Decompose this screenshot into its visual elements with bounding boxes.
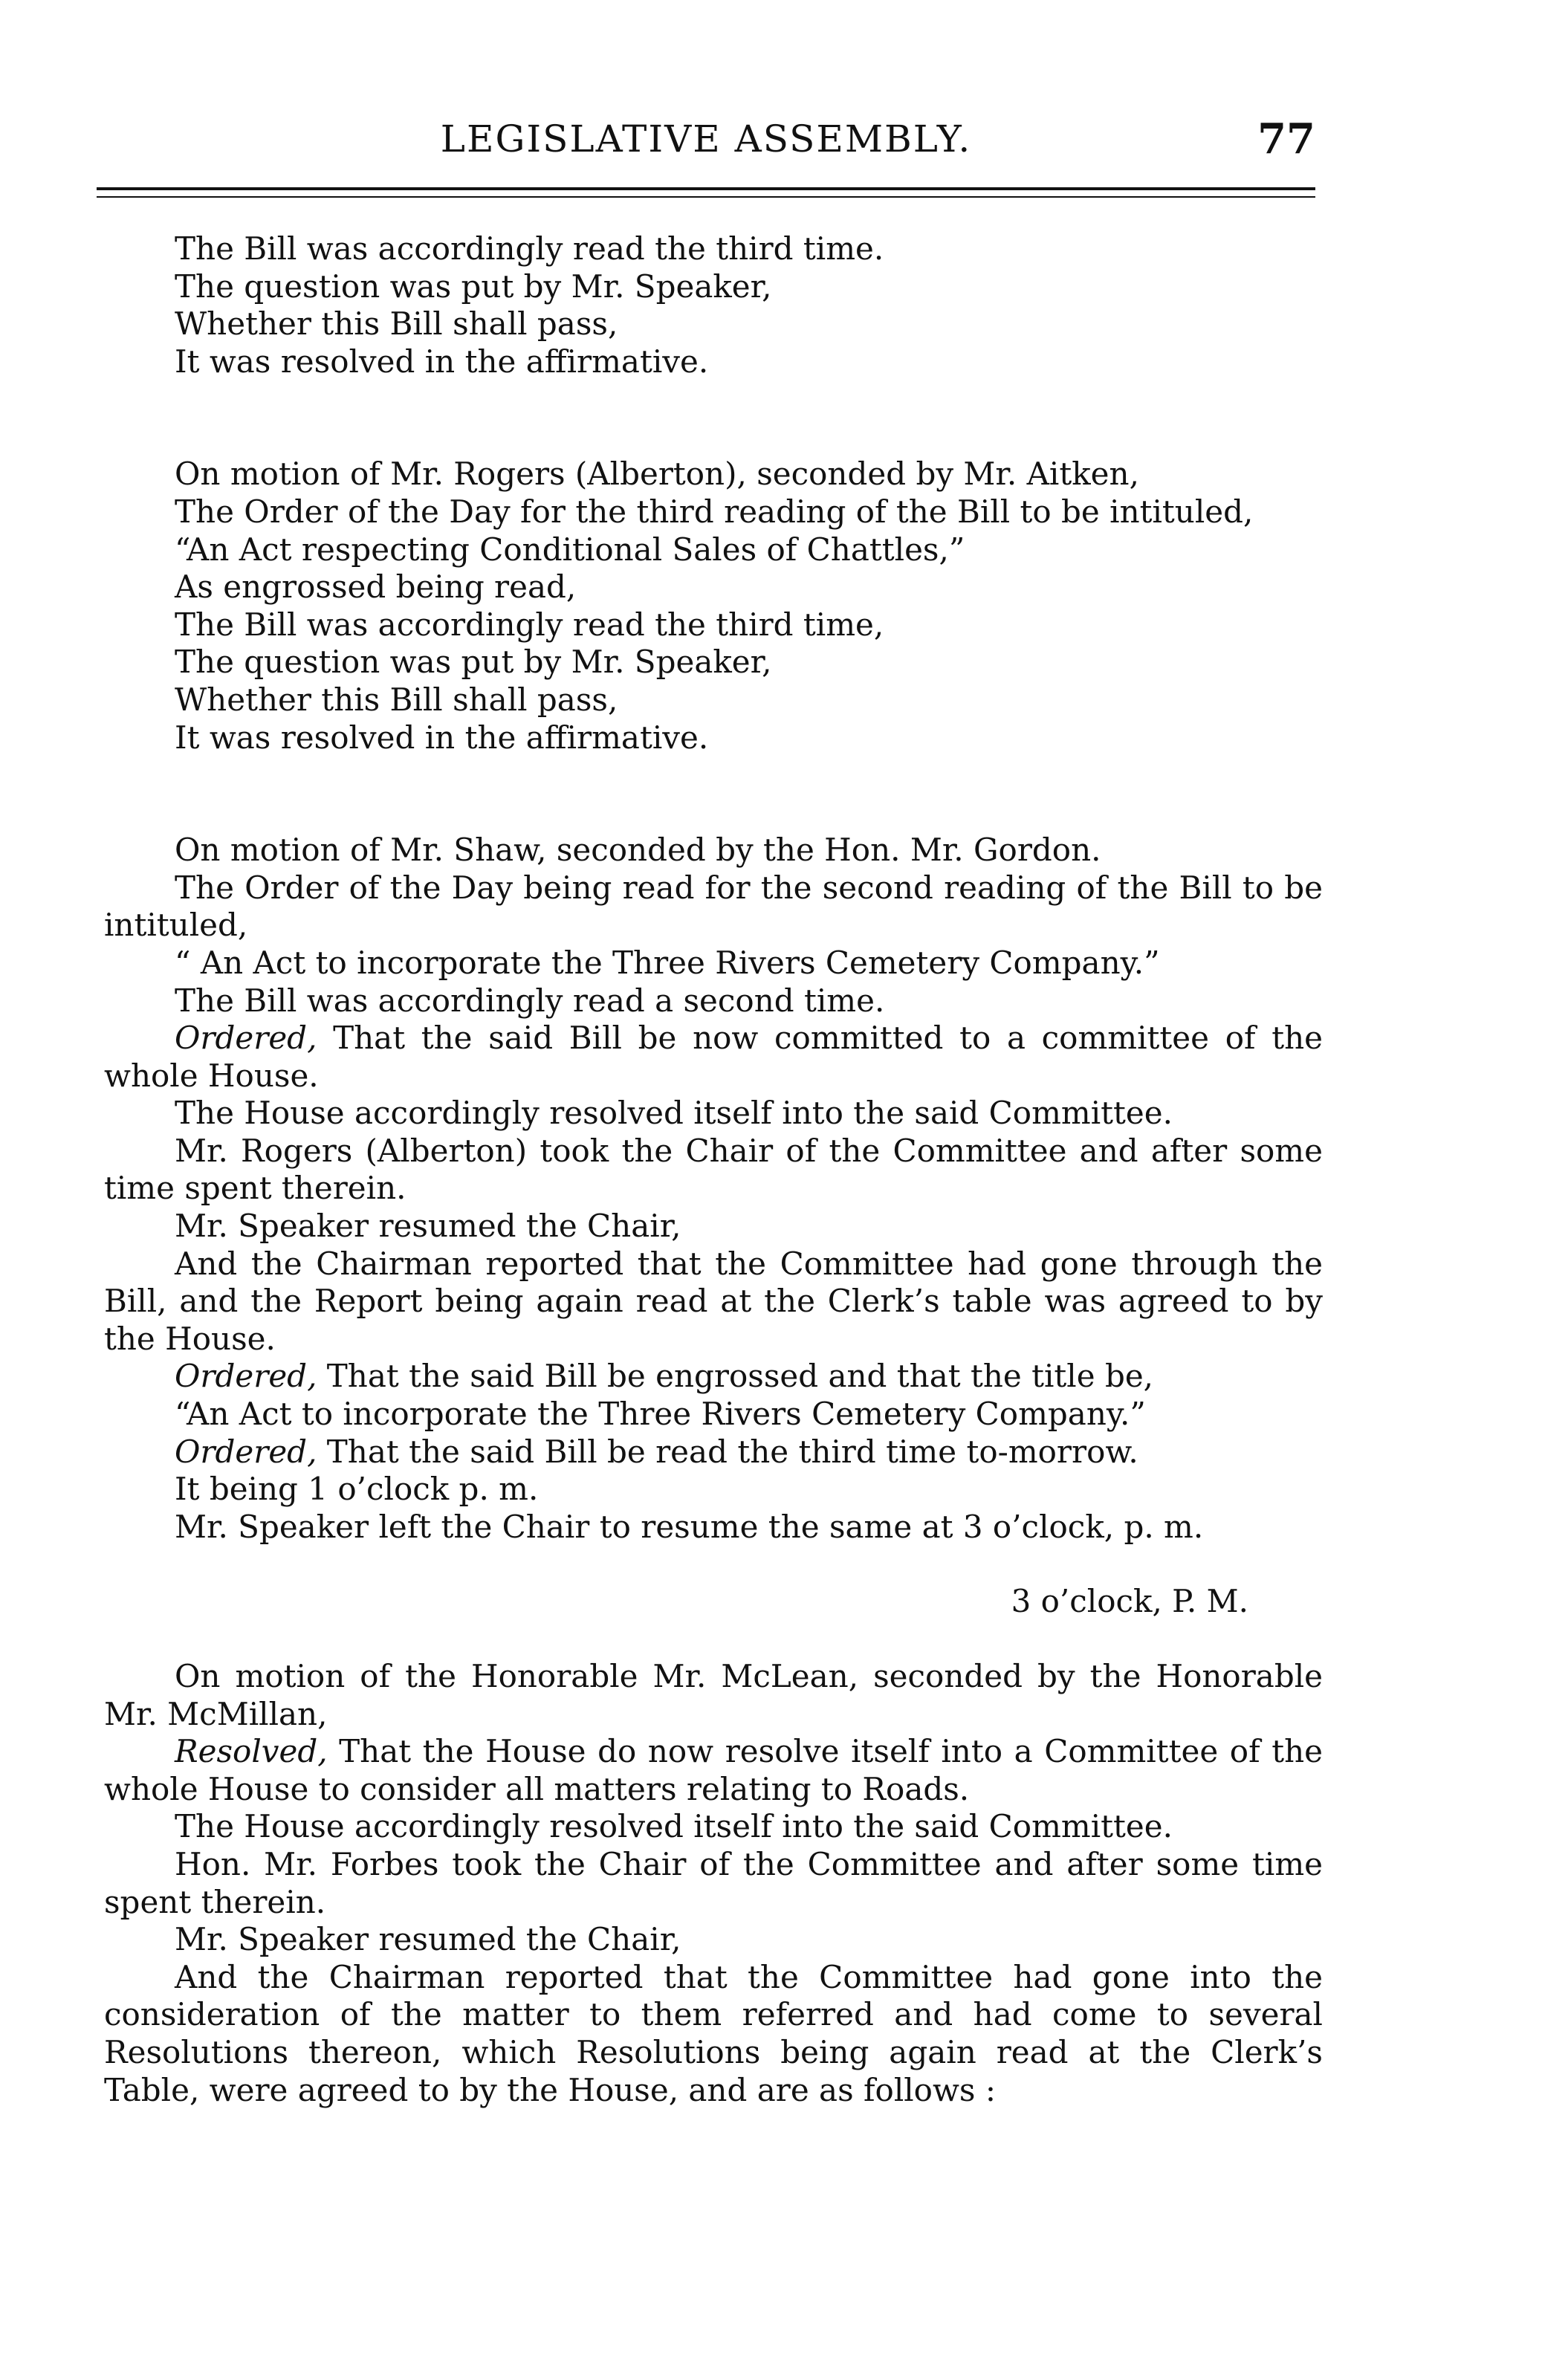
paragraph: As engrossed being read, — [175, 568, 577, 606]
paragraph: It being 1 o’clock p. m. — [175, 1471, 539, 1508]
ordered-label: Ordered, — [175, 1020, 317, 1057]
resolved-text: That the House do now resolve itself into a Committee of the whole House to consider all matters relating to Roads. — [104, 1733, 1323, 1807]
ordered-paragraph — [104, 1020, 1323, 1095]
paragraph: The Bill was accordingly read a second time. — [175, 982, 885, 1019]
ordered-text: That the said Bill be engrossed and that the title be, — [317, 1358, 1154, 1395]
motion-paragraph: On motion of Mr. Shaw, seconded by the Hon. Mr. Gordon. — [175, 832, 1101, 869]
document-body — [104, 230, 1323, 2109]
motion-paragraph: On motion of the Honorable Mr. McLean, seconded by the Honorable Mr. McMillan, — [104, 1658, 1323, 1732]
running-title: LEGISLATIVE ASSEMBLY. — [440, 117, 972, 161]
page-number: 77 — [1257, 114, 1315, 163]
order-paragraph: The Order of the Day being read for the second reading of the Bill to be intituled, — [104, 869, 1323, 944]
page-header — [97, 111, 1315, 163]
resolved-label: Resolved, — [175, 1733, 328, 1770]
paragraph: Mr. Rogers (Alberton) took the Chair of the Committee and after some time spent therein. — [104, 1132, 1323, 1207]
paragraph: It was resolved in the affirmative. — [175, 719, 709, 756]
paragraph: Whether this Bill shall pass, — [175, 681, 618, 718]
paragraph: The question was put by Mr. Speaker, — [175, 268, 772, 305]
ordered-paragraph — [104, 1358, 1323, 1396]
paragraph: And the Chairman reported that the Committee had gone into the consideration of the matter to them referred and had come to several Resolutions thereon, which Resolutions being again read at the Clerk’s Table, were agreed to by the House, and are as follows : — [104, 1958, 1323, 2108]
section-gap — [104, 1621, 1323, 1658]
paragraph: Mr. Speaker left the Chair to resume the same at 3 o’clock, p. m. — [175, 1508, 1204, 1545]
ordered-text: That the said Bill be read the third time to-morrow. — [317, 1433, 1138, 1470]
paragraph: The House accordingly resolved itself into the said Committee. — [175, 1808, 1173, 1845]
header-rule — [97, 187, 1315, 190]
paragraph: It was resolved in the affirmative. — [175, 343, 709, 380]
section-gap — [104, 757, 1323, 832]
resolved-paragraph — [104, 1733, 1323, 1808]
act-title: “An Act respecting Conditional Sales of Chattles,” — [175, 531, 965, 568]
act-title: “An Act to incorporate the Three Rivers Cemetery Company.” — [175, 1396, 1146, 1433]
paragraph: Whether this Bill shall pass, — [175, 305, 618, 343]
paragraph: Mr. Speaker resumed the Chair, — [175, 1208, 681, 1245]
paragraph: Mr. Speaker resumed the Chair, — [175, 1921, 681, 1958]
paragraph: The question was put by Mr. Speaker, — [175, 644, 772, 681]
act-title: “ An Act to incorporate the Three Rivers Cemetery Company.” — [175, 944, 1160, 981]
section-gap — [104, 1546, 1323, 1583]
paragraph: Hon. Mr. Forbes took the Chair of the Committee and after some time spent therein. — [104, 1845, 1323, 1920]
paragraph: The Bill was accordingly read the third time, — [175, 606, 884, 643]
ordered-paragraph — [104, 1434, 1323, 1471]
header-rule-thin — [97, 196, 1315, 198]
paragraph: The House accordingly resolved itself into the said Committee. — [175, 1095, 1173, 1132]
ordered-label: Ordered, — [175, 1358, 317, 1395]
order-paragraph: The Order of the Day for the third reading of the Bill to be intituled, — [175, 493, 1254, 530]
section-gap — [104, 380, 1323, 456]
ordered-label: Ordered, — [175, 1433, 317, 1470]
ordered-text: That the said Bill be now committed to a committee of the whole House. — [104, 1020, 1323, 1094]
motion-paragraph: On motion of Mr. Rogers (Alberton), seconded by Mr. Aitken, — [175, 456, 1139, 493]
paragraph: The Bill was accordingly read the third time. — [175, 230, 884, 267]
time-heading: 3 o’clock, P. M. — [1011, 1583, 1248, 1620]
paragraph: And the Chairman reported that the Committee had gone through the Bill, and the Report being again read at the Clerk’s table was agreed to by the House. — [104, 1245, 1323, 1357]
